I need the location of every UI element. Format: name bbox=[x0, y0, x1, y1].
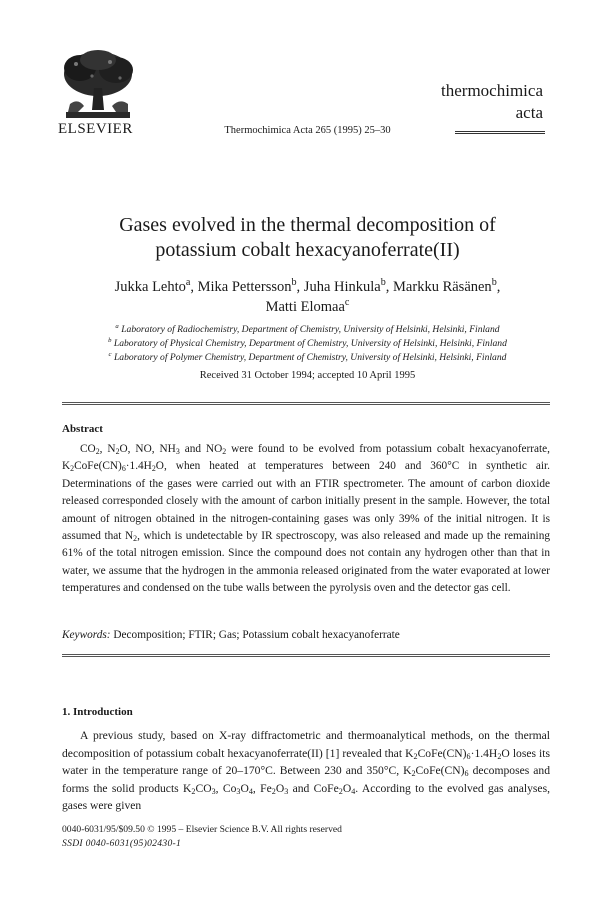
journal-name bbox=[441, 80, 543, 124]
author-name: Jukka Lehto bbox=[114, 279, 186, 295]
ssdi-line: SSDI 0040-6031(95)02430-1 bbox=[62, 838, 182, 849]
abstract-heading: Abstract bbox=[62, 423, 103, 435]
received-dates: Received 31 October 1994; accepted 10 April 1995 bbox=[199, 370, 416, 381]
introduction-text: A previous study, based on X-ray diffractometric and thermoanalytical methods, on the thermal decomposition of potassium cobalt hexacyanoferrate(II) [1] revealed that $K_2CoFe(CN)_6\cdot 1.4H_2O$ loses its water in the temperature range of 20–170°C. Between 230 and 350°C, $K_2CoFe(CN)_6$ decomposes and forms the solid products $K_2CO_3$, $Co_3O_4$, $Fe_2O_3$ and $CoFe_2O_4$. According to the evolved gas analyses, gases were given bbox=[62, 729, 551, 813]
keywords bbox=[62, 629, 550, 641]
elsevier-tree-logo bbox=[58, 48, 138, 118]
keywords-text: Decomposition; FTIR; Gas; Potassium cobalt hexacyanoferrate bbox=[113, 629, 400, 641]
section-heading: 1. Introduction bbox=[62, 706, 133, 718]
author-mark: c bbox=[344, 297, 350, 309]
author-mark: b bbox=[380, 277, 386, 289]
publisher-name: ELSEVIER bbox=[58, 121, 133, 137]
abstract-text: $CO_2$, $N_2O$, NO, $NH_3$ and $NO_2$ were found to be evolved from potassium cobalt hexacyanoferrate, $K_2CoFe(CN)_6\cdot 1.4H_2O$, when heated at temperatures between 240 and 360°C in synthetic air. Determinations of the gases were carried out with an FTIR spectrometer. The amount of carbon dioxide released corresponded closely with the amount of carbon initially present in the sample. However, the total amount of nitrogen obtained in the nitrogen-containing gases was only 39% of the initial nitrogen. It is assumed that $N_2$, which is undetectable by IR spectroscopy, was also released and made up the remaining 61% of the total nitrogen emission. Since the compound does not contain any hydrogen other than that in water, we assume that the hydrogen in the ammonia released originated from the water evaporated at lower temperatures and condensed on the tube walls between the pyrolysis oven and the detector gas cell. bbox=[62, 443, 551, 595]
author-mark: b bbox=[291, 277, 297, 289]
author-mark: a bbox=[185, 277, 191, 289]
author-name: Mika Pettersson bbox=[197, 279, 292, 295]
journal-name-line2: acta bbox=[515, 103, 543, 122]
divider-top bbox=[62, 402, 550, 405]
affiliation-item: $^b$ Laboratory of Physical Chemistry, Department of Chemistry, University of Helsinki, Helsinki, Finland bbox=[108, 336, 507, 349]
copyright-line: 0040-6031/95/$09.50 © 1995 – Elsevier Science B.V. All rights reserved bbox=[62, 824, 342, 835]
article-title bbox=[40, 213, 575, 263]
affiliation-item: $^a$ Laboratory of Radiochemistry, Department of Chemistry, University of Helsinki, Helsinki, Finland bbox=[115, 322, 500, 335]
author-line1: Jukka Lehto$^a$, Mika Pettersson$^b$, Juha Hinkula$^b$, Markku Räsänen$^b$, bbox=[114, 277, 501, 295]
title-line2: potassium cobalt hexacyanoferrate(II) bbox=[155, 239, 460, 261]
footer bbox=[62, 823, 342, 851]
journal-rule bbox=[455, 131, 545, 134]
divider-bottom bbox=[62, 654, 550, 657]
author-mark: b bbox=[491, 277, 497, 289]
author-line2 bbox=[40, 297, 575, 317]
journal-name-line1: thermochimica bbox=[441, 81, 543, 100]
author-name: Juha Hinkula bbox=[303, 279, 381, 295]
author-list bbox=[40, 277, 575, 317]
author-name: Markku Räsänen bbox=[393, 279, 492, 295]
author-name: Matti Elomaa bbox=[265, 299, 345, 315]
keywords-label: Keywords: bbox=[62, 629, 111, 641]
title-line1: Gases evolved in the thermal decomposition of bbox=[119, 214, 496, 236]
journal-reference: Thermochimica Acta 265 (1995) 25–30 bbox=[224, 125, 391, 136]
affiliation-item: $^c$ Laboratory of Polymer Chemistry, Department of Chemistry, University of Helsinki, Helsinki, Finland bbox=[108, 350, 507, 363]
affiliations bbox=[40, 323, 575, 365]
